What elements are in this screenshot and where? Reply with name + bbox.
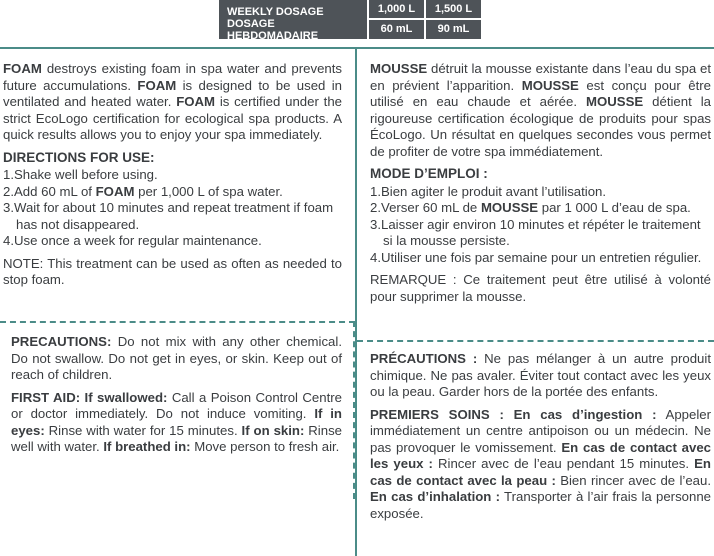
first-aid-text: PREMIERS SOINS : En cas d’ingestion : Appeler immédiatement un centre antipoison ou un médecin. Ne pas provoquer le vomissement. En cas de contact avec les yeux : Rincer avec de l’eau pendant 15 minutes. En cas de contact avec la peau : Bien rincer avec de l’eau. En cas d’inhalation : Transporter à l’air frais la personne exposée. xyxy=(370,406,711,521)
english-safety xyxy=(11,334,342,462)
bold-run: If breathed in: xyxy=(103,439,191,454)
bold-run: FOAM xyxy=(3,61,42,76)
precautions-text: PRECAUTIONS: Do not mix with any other chemical. Do not swallow. Do not get in eyes, or skin. Keep out of reach of children. xyxy=(11,334,342,382)
direction-step: 3.Laisser agir environ 10 minutes et répéter le traitement si la mousse persiste. xyxy=(370,216,701,248)
directions-list xyxy=(370,184,711,267)
bold-run: PRÉCAUTIONS : xyxy=(370,351,478,366)
direction-step: 3.Wait for about 10 minutes and repeat treatment if foam has not disappeared. xyxy=(3,200,334,232)
direction-step: 2.Verser 60 mL de MOUSSE par 1 000 L d’eau de spa. xyxy=(370,200,691,215)
french-safety xyxy=(370,351,711,528)
precautions-text: PRÉCAUTIONS : Ne pas mélanger à un autre produit chimique. Ne pas avaler. Éviter tout contact avec les yeux ou la peau. Garder hors de la portée des enfants. xyxy=(370,351,711,399)
bold-run: En cas de contact avec la peau : xyxy=(370,456,711,488)
bold-run: If in eyes: xyxy=(11,406,342,438)
bold-run: FOAM xyxy=(137,77,177,93)
direction-step: 1.Shake well before using. xyxy=(3,167,158,182)
intro-text: FOAM destroys existing foam in spa water and prevents future accumulations. FOAM is designed to be used in ventilated and heated water. FOAM is certified under the strict EcoLogo certification for ecological spa products. A quick results allows you to enjoy your spa immediately. xyxy=(3,61,342,142)
note-text: REMARQUE : Ce traitement peut être utilisé à volonté pour supprimer la mousse. xyxy=(370,272,711,304)
bold-run: MOUSSE xyxy=(370,61,428,76)
dosage-dose: 60 mL xyxy=(369,20,424,39)
directions-list xyxy=(3,167,342,250)
bold-run: PREMIERS SOINS : En cas d’ingestion : xyxy=(370,406,657,422)
bold-run: FIRST AID: If swallowed: xyxy=(11,389,168,405)
dosage-label-en: WEEKLY DOSAGE xyxy=(227,6,324,18)
french-column xyxy=(370,61,711,311)
bold-run: En cas de contact avec les yeux : xyxy=(370,439,711,471)
bold-run: If on skin: xyxy=(241,422,305,438)
top-divider xyxy=(0,47,714,49)
bold-run: MOUSSE xyxy=(521,77,579,93)
direction-step: 2.Add 60 mL of FOAM per 1,000 L of spa water. xyxy=(3,183,283,199)
bold-run: MOUSSE xyxy=(586,94,644,109)
dosage-label-fr: DOSAGE HEBDOMADAIRE xyxy=(227,18,319,42)
direction-step: 4.Use once a week for regular maintenance. xyxy=(3,233,262,248)
note-text: NOTE: This treatment can be used as often as needed to stop foam. xyxy=(3,255,342,287)
bold-run: En cas d’inhalation : xyxy=(370,489,501,504)
bold-run: FOAM xyxy=(176,94,216,109)
dosage-column xyxy=(426,0,481,39)
intro-text: MOUSSE détruit la mousse existante dans l’eau du spa et en prévient l’apparition. MOUSSE est conçu pour être utilisé en eau chaude et aérée. MOUSSE détient la rigoureuse certification écologique de produits pour spas ÉcoLogo. Un résultat en quelques secondes vous permet de profiter de votre spa immédiatement. xyxy=(370,61,711,159)
first-aid-text: FIRST AID: If swallowed: Call a Poison Control Centre or doctor immediately. Do not induce vomiting. If in eyes: Rinse with water for 15 minutes. If on skin: Rinse well with water. If breathed in: Move person to fresh air. xyxy=(11,389,343,454)
dosage-column xyxy=(369,0,424,39)
bold-run: FOAM xyxy=(95,183,135,199)
directions-title: MODE D’EMPLOI : xyxy=(370,166,488,181)
dosage-volume: 1,000 L xyxy=(369,0,424,18)
directions-title: DIRECTIONS FOR USE: xyxy=(3,149,155,165)
direction-step: 4.Utiliser une fois par semaine pour un entretien régulier. xyxy=(370,249,702,265)
english-column xyxy=(3,61,342,295)
dosage-label xyxy=(219,0,367,42)
dosage-dose: 90 mL xyxy=(426,20,481,39)
dosage-volume: 1,500 L xyxy=(426,0,481,18)
dosage-table xyxy=(219,0,481,42)
bold-run: MOUSSE xyxy=(480,200,539,215)
bold-run: PRECAUTIONS: xyxy=(11,334,112,349)
direction-step: 1.Bien agiter le produit avant l’utilisation. xyxy=(370,183,607,199)
